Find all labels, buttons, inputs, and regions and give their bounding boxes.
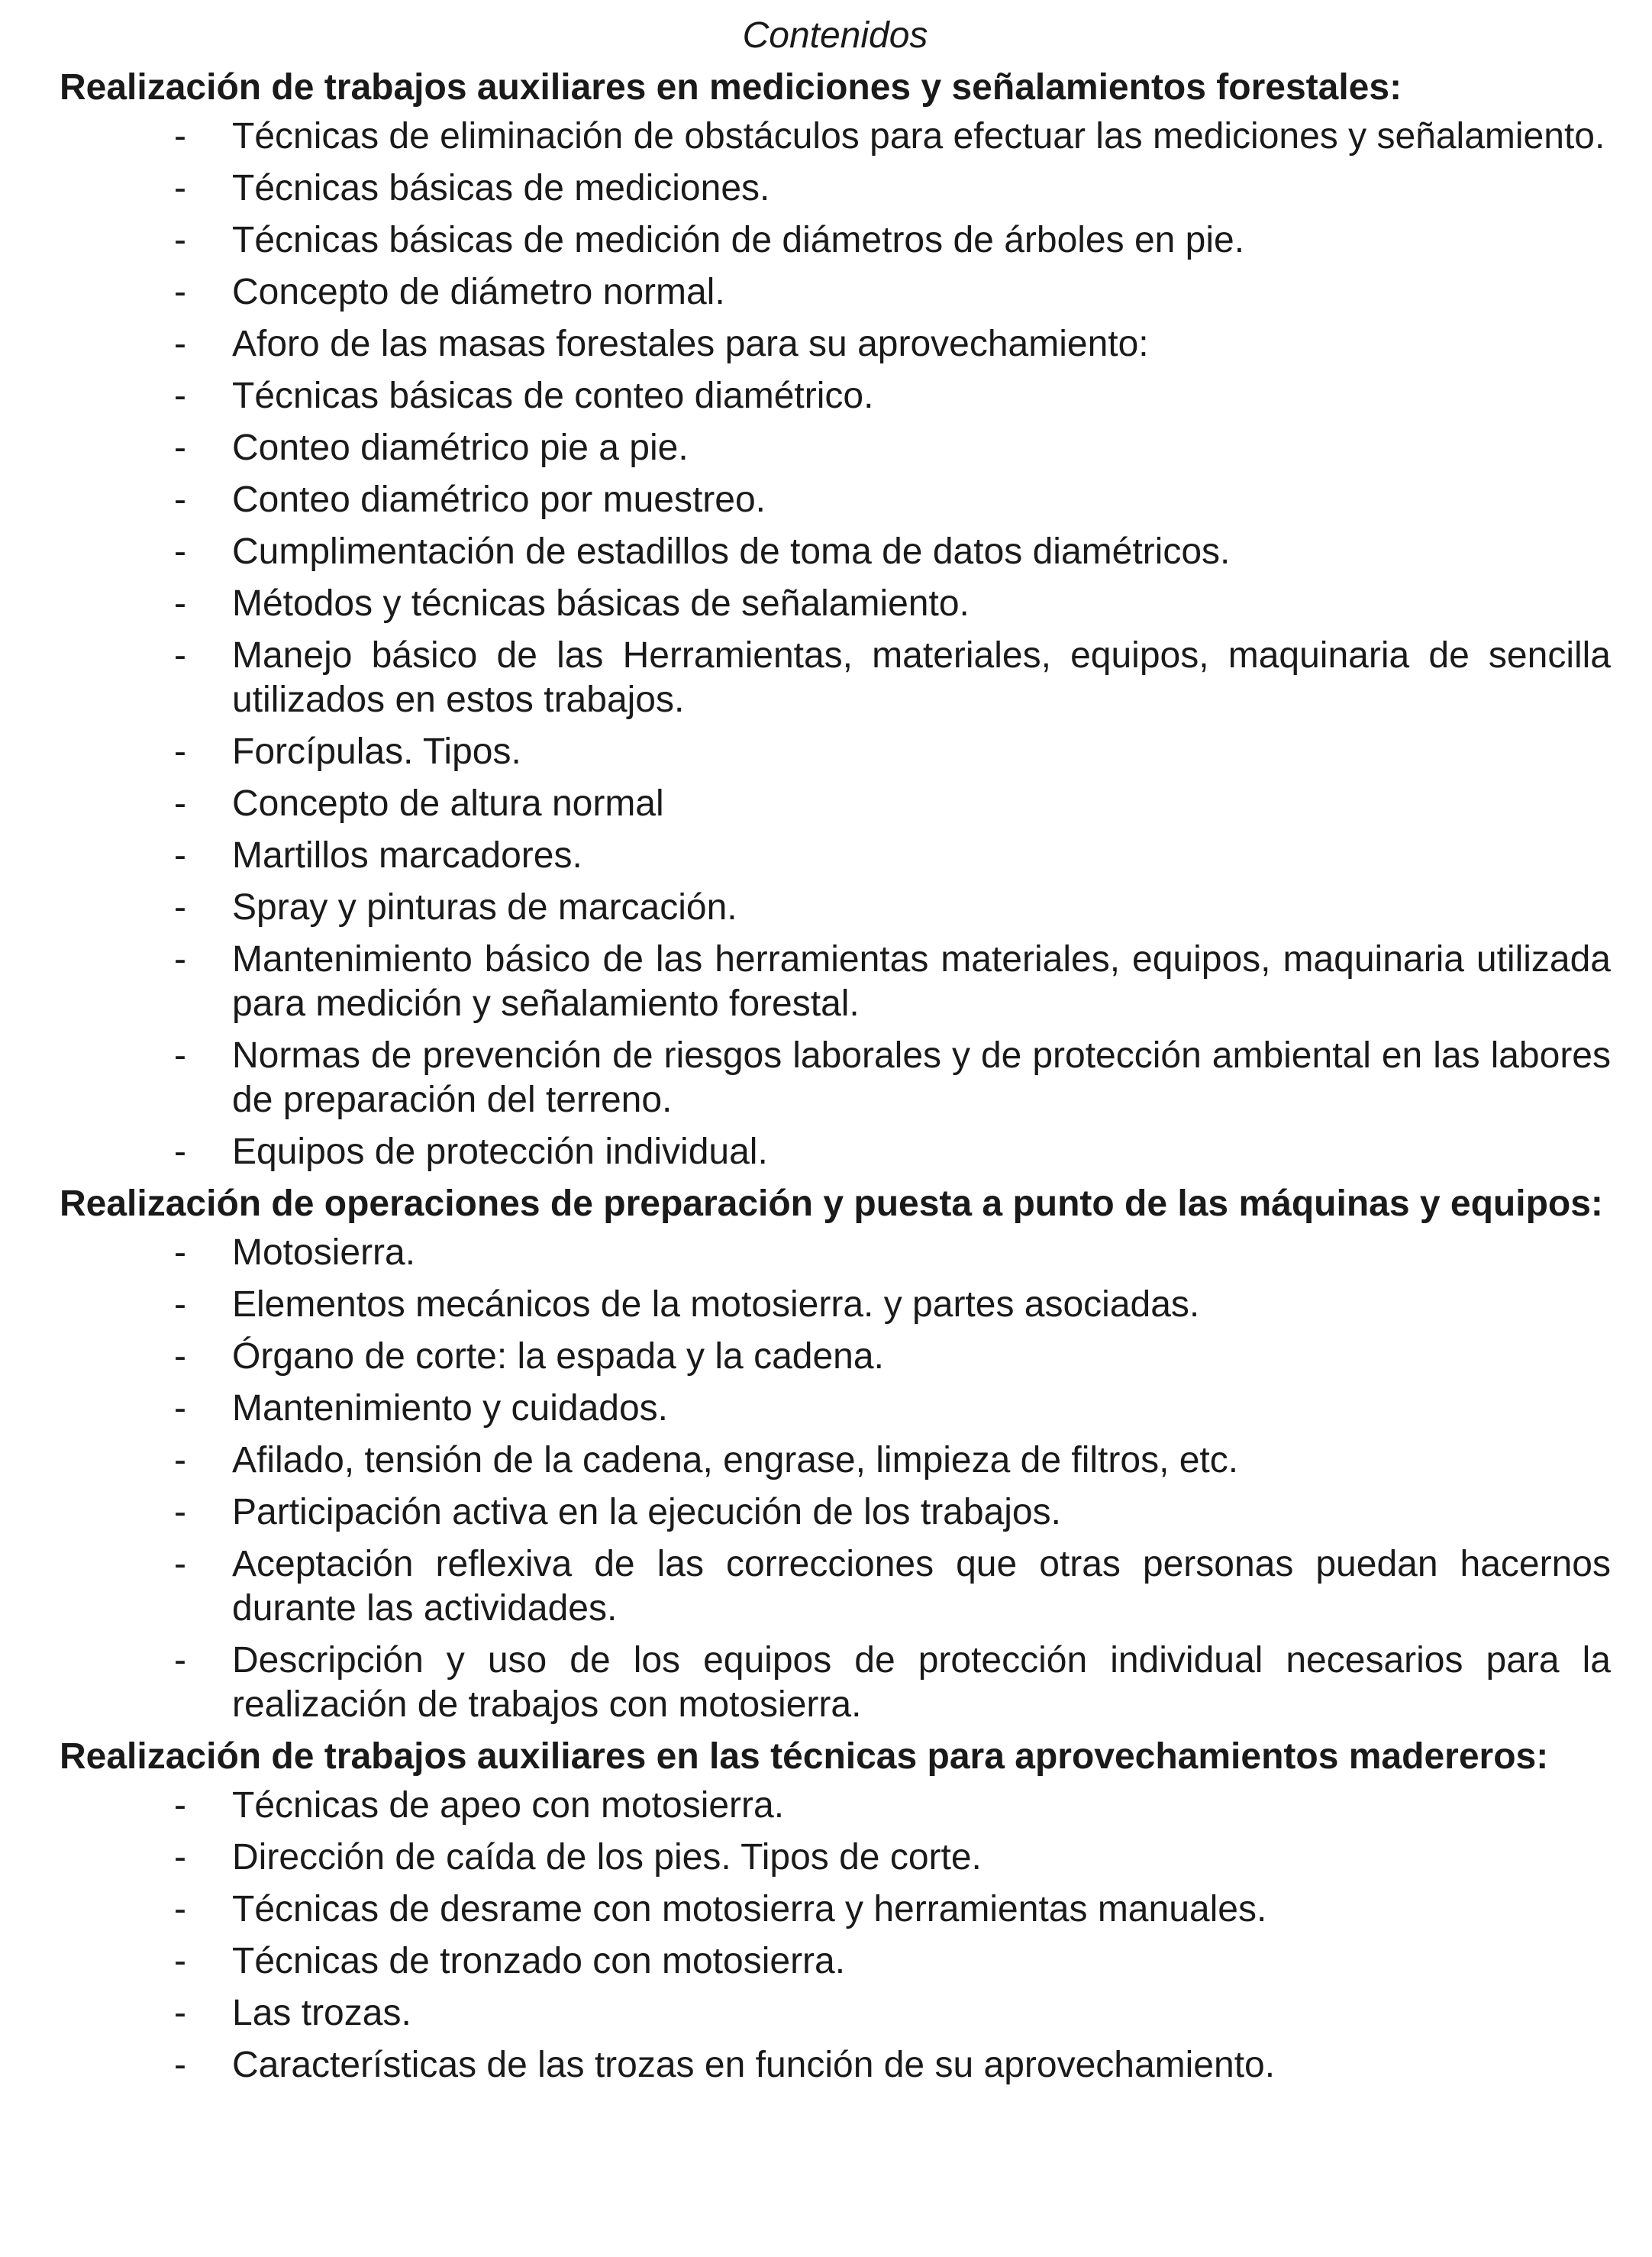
list-item-text: Concepto de altura normal [232,783,664,824]
list-item-text: Martillos marcadores. [232,835,582,876]
dash-bullet-icon: - [174,635,186,676]
list-item [60,634,1611,722]
list-item-text: Conteo diamétrico por muestreo. [232,479,766,520]
list-item-text: Técnicas básicas de medición de diámetros de árboles en pie. [232,220,1245,260]
dash-bullet-icon: - [174,324,186,364]
list-item [60,1887,1611,1932]
list-item-text: Participación activa en la ejecución de los trabajos. [232,1492,1061,1532]
list-item [60,1490,1611,1535]
list-item-text: Técnicas básicas de conteo diamétrico. [232,376,874,416]
dash-bullet-icon: - [174,116,186,157]
list-item-text: Mantenimiento y cuidados. [232,1388,668,1429]
bullet-list [60,1784,1611,2087]
dash-bullet-icon: - [174,783,186,824]
list-item-text: Dirección de caída de los pies. Tipos de corte. [232,1837,982,1878]
dash-bullet-icon: - [174,939,186,980]
dash-bullet-icon: - [174,1837,186,1878]
list-item-text: Órgano de corte: la espada y la cadena. [232,1336,884,1377]
list-item-text: Descripción y uso de los equipos de protección individual necesarios para la realización de trabajos con motosierra. [232,1640,1611,1725]
list-item-text: Métodos y técnicas básicas de señalamiento. [232,583,970,624]
list-item-text: Técnicas de apeo con motosierra. [232,1785,785,1826]
dash-bullet-icon: - [174,220,186,260]
list-item-text: Aceptación reflexiva de las correcciones que otras personas puedan hacernos durante las actividades. [232,1544,1611,1629]
section-heading: Realización de operaciones de preparación y puesta a punto de las máquinas y equipos: [60,1183,1603,1224]
list-item-text: Técnicas de eliminación de obstáculos para efectuar las mediciones y señalamiento. [232,116,1605,157]
dash-bullet-icon: - [174,887,186,928]
dash-bullet-icon: - [174,1889,186,1929]
content-section [60,66,1611,1174]
list-item-text: Forcípulas. Tipos. [232,731,521,772]
dash-bullet-icon: - [174,1336,186,1377]
list-item-text: Mantenimiento básico de las herramientas materiales, equipos, maquinaria utilizada para medición y señalamiento forestal. [232,939,1611,1024]
list-item-text: Afilado, tensión de la cadena, engrase, limpieza de filtros, etc. [232,1440,1239,1480]
dash-bullet-icon: - [174,272,186,312]
list-item-text: Técnicas de tronzado con motosierra. [232,1941,846,1981]
list-item-text: Características de las trozas en función de su aprovechamiento. [232,2045,1276,2085]
list-item [60,1387,1611,1431]
dash-bullet-icon: - [174,1232,186,1273]
list-item [60,530,1611,574]
list-item-text: Concepto de diámetro normal. [232,272,725,312]
dash-bullet-icon: - [174,531,186,572]
list-item [60,938,1611,1026]
dash-bullet-icon: - [174,1941,186,1981]
list-item-text: Las trozas. [232,1993,411,2033]
section-heading: Realización de trabajos auxiliares en las técnicas para aprovechamientos madereros: [60,1736,1549,1777]
list-item [60,582,1611,626]
list-item-text: Manejo básico de las Herramientas, materiales, equipos, maquinaria de sencilla utilizados en estos trabajos. [232,635,1611,720]
dash-bullet-icon: - [174,1492,186,1532]
list-item-text: Conteo diamétrico pie a pie. [232,428,689,468]
page-title: Contenidos [742,15,928,56]
list-item [60,1130,1611,1174]
list-item-text: Spray y pinturas de marcación. [232,887,737,928]
content-section [60,1182,1611,1727]
dash-bullet-icon: - [174,1785,186,1826]
list-item [60,218,1611,263]
list-item-text: Aforo de las masas forestales para su aprovechamiento: [232,324,1149,364]
dash-bullet-icon: - [174,583,186,624]
list-item [60,1542,1611,1631]
dash-bullet-icon: - [174,1993,186,2033]
dash-bullet-icon: - [174,835,186,876]
list-item [60,322,1611,366]
dash-bullet-icon: - [174,1035,186,1076]
list-item-text: Motosierra. [232,1232,416,1273]
list-item [60,1283,1611,1327]
list-item [60,1939,1611,1984]
dash-bullet-icon: - [174,1388,186,1429]
list-item-text: Técnicas básicas de mediciones. [232,168,770,208]
list-item [60,886,1611,930]
list-item [60,1784,1611,1828]
list-item [60,730,1611,774]
dash-bullet-icon: - [174,731,186,772]
dash-bullet-icon: - [174,479,186,520]
list-item-text: Elementos mecánicos de la motosierra. y partes asociadas. [232,1284,1200,1325]
list-item [60,374,1611,418]
dash-bullet-icon: - [174,428,186,468]
list-item-text: Técnicas de desrame con motosierra y herramientas manuales. [232,1889,1267,1929]
list-item [60,426,1611,470]
list-item [60,2043,1611,2087]
list-item [60,1231,1611,1275]
list-item [60,782,1611,826]
list-item [60,1438,1611,1483]
bullet-list [60,1231,1611,1727]
list-item-text: Normas de prevención de riesgos laborales y de protección ambiental en las labores de preparación del terreno. [232,1035,1611,1120]
dash-bullet-icon: - [174,2045,186,2085]
list-item [60,1335,1611,1379]
bullet-list [60,115,1611,1174]
dash-bullet-icon: - [174,1284,186,1325]
list-item [60,270,1611,315]
content-section [60,1735,1611,2087]
list-item [60,1034,1611,1122]
section-heading: Realización de trabajos auxiliares en mediciones y señalamientos forestales: [60,67,1402,108]
dash-bullet-icon: - [174,1640,186,1681]
dash-bullet-icon: - [174,168,186,208]
list-item [60,834,1611,878]
content-sections [60,66,1611,2087]
list-item-text: Equipos de protección individual. [232,1132,768,1172]
list-item [60,166,1611,211]
list-item-text: Cumplimentación de estadillos de toma de datos diamétricos. [232,531,1231,572]
list-item [60,1991,1611,2036]
list-item [60,1836,1611,1880]
dash-bullet-icon: - [174,1440,186,1480]
dash-bullet-icon: - [174,1132,186,1172]
list-item [60,1639,1611,1727]
dash-bullet-icon: - [174,376,186,416]
list-item [60,478,1611,522]
list-item [60,115,1611,159]
document-page [60,11,1611,2095]
dash-bullet-icon: - [174,1544,186,1584]
